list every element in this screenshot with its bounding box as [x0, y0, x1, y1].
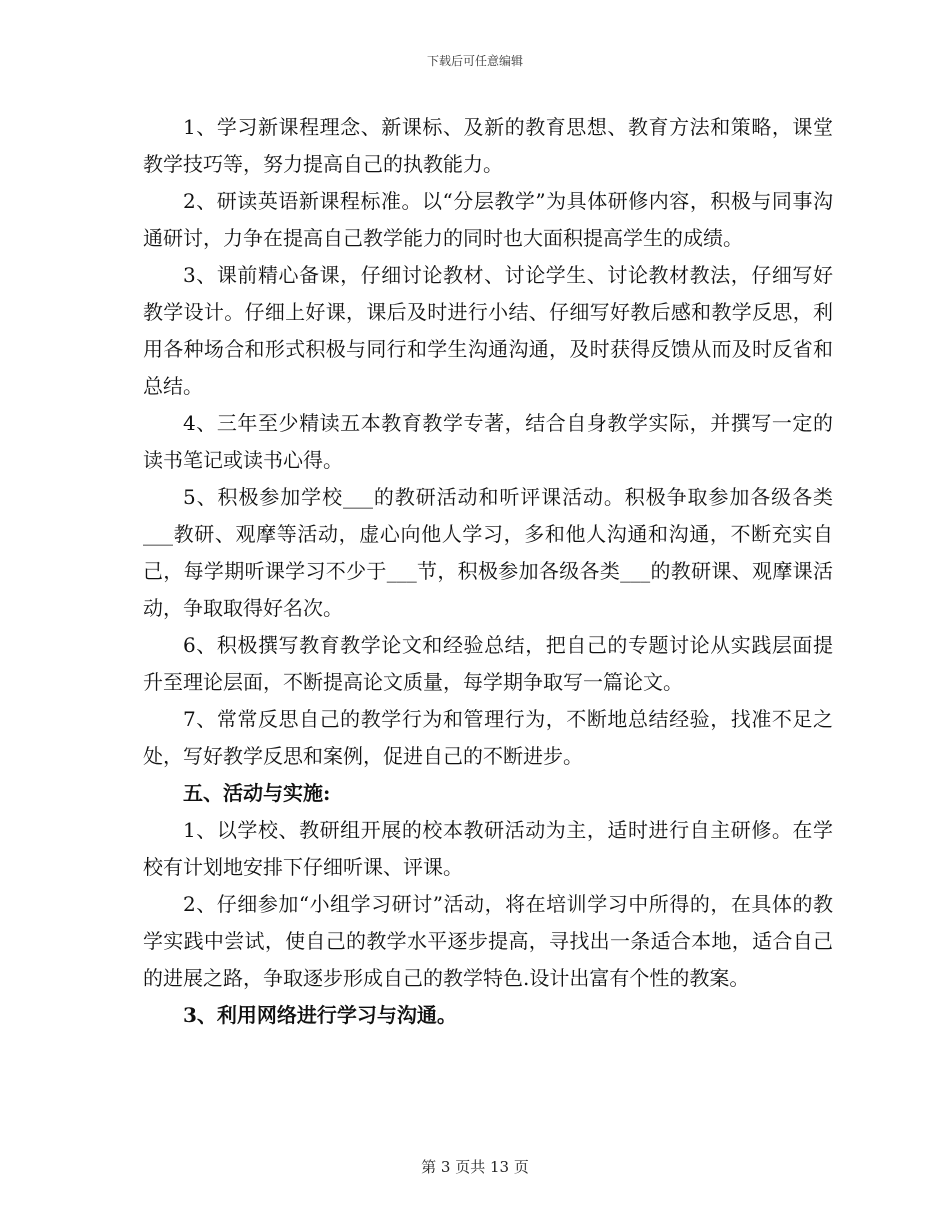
page-header: 下载后可任意编辑 — [426, 54, 523, 68]
subheading: 3、利用网络进行学习与沟通。 — [183, 1003, 457, 1027]
page-footer: 第 3 页共 13 页 — [421, 1158, 529, 1176]
paragraph-6: 6、积极撰写教育教学论文和经验总结，把自己的专题讨论从实践层面提升至理论层面，不断提高论文质量，每学期争取写一篇论文。 — [143, 633, 833, 694]
paragraph-2: 2、研读英语新课程标准。以“分层教学”为具体研修内容，积极与同事沟通研讨，力争在提高自己教学能力的同时也大面积提高学生的成绩。 — [143, 189, 833, 250]
paragraph-5: 5、积极参加学校___的教研活动和听评课活动。积极争取参加各级各类___教研、观摩等活动，虚心向他人学习，多和他人沟通和沟通，不断充实自己，每学期听课学习不少于___节，积极参加各级各类___的教研课、观摩课活动，争取取得好名次。 — [143, 485, 833, 620]
section-paragraph-1: 1、以学校、教研组开展的校本教研活动为主，适时进行自主研修。在学校有计划地安排下仔细听课、评课。 — [143, 818, 833, 879]
paragraph-1: 1、学习新课程理念、新课标、及新的教育思想、教育方法和策略，课堂教学技巧等，努力提高自己的执教能力。 — [143, 115, 833, 176]
paragraph-3: 3、课前精心备课，仔细讨论教材、讨论学生、讨论教材教法，仔细写好教学设计。仔细上好课，课后及时进行小结、仔细写好教后感和教学反思，利用各种场合和形式积极与同行和学生沟通沟通，及时获得反馈从而及时反省和总结。 — [143, 263, 833, 398]
document-body — [143, 109, 833, 1034]
section-heading: 五、活动与实施: — [183, 781, 331, 805]
section-paragraph-2: 2、仔细参加“小组学习研讨”活动，将在培训学习中所得的，在具体的教学实践中尝试，使自己的教学水平逐步提高，寻找出一条适合本地，适合自己的进展之路，争取逐步形成自己的教学特色.设计出富有个性的教案。 — [143, 892, 833, 990]
paragraph-4: 4、三年至少精读五本教育教学专著，结合自身教学实际，并撰写一定的读书笔记或读书心得。 — [143, 411, 833, 472]
paragraph-7: 7、常常反思自己的教学行为和管理行为，不断地总结经验，找准不足之处，写好教学反思和案例，促进自己的不断进步。 — [143, 707, 833, 768]
